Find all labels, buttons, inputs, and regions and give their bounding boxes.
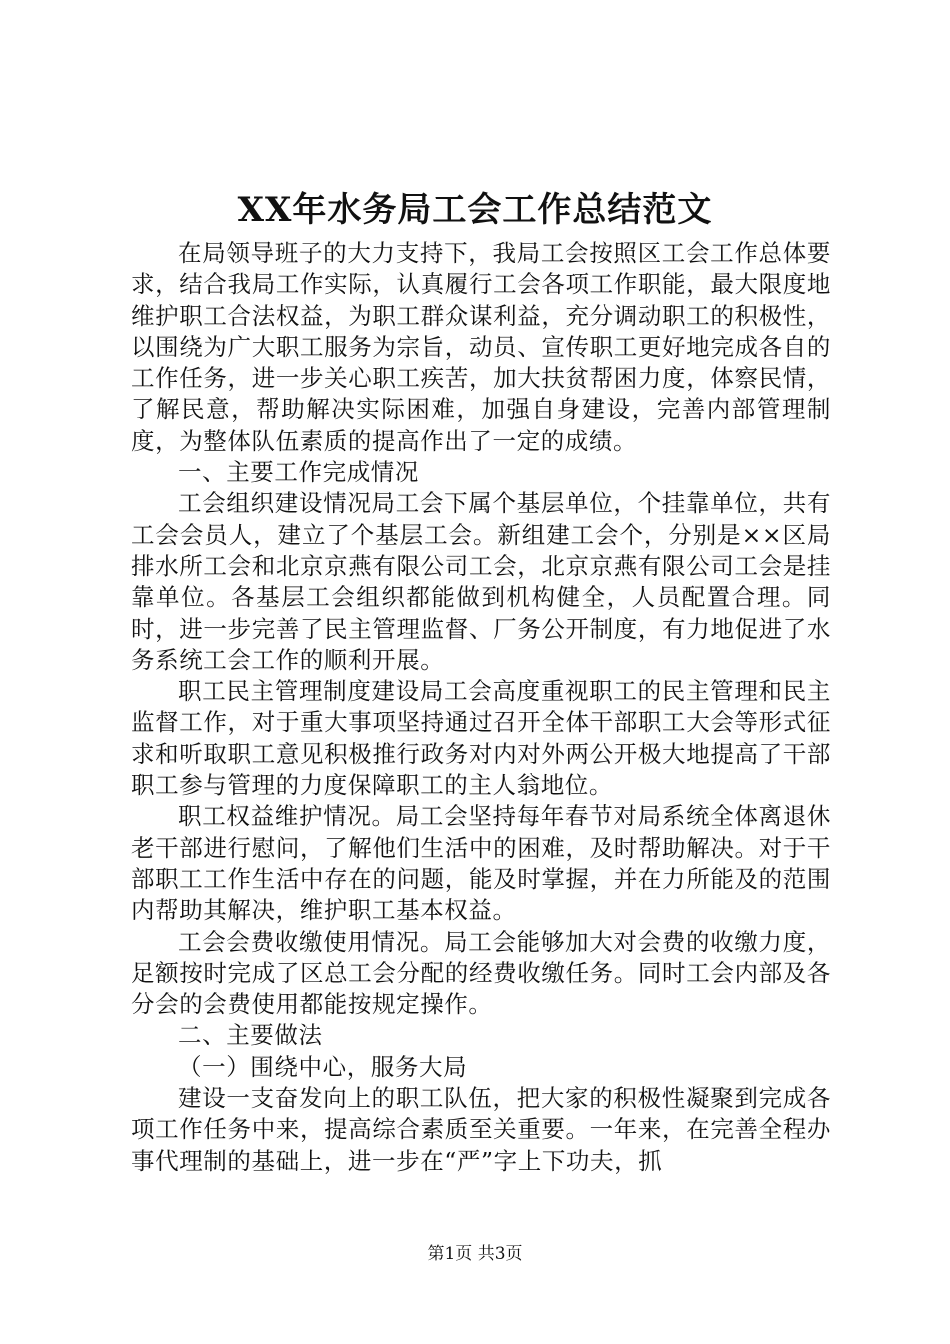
section-heading-2: 二、主要做法 (178, 1021, 323, 1050)
paragraph-organization: 工会组织建设情况局工会下属个基层单位，个挂靠单位，共有工会会员人，建立了个基层工会。新组建工会个，分别是××区局排水所工会和北京京燕有限公司工会，北京京燕有限公司工会是挂靠单位。各基层工会组织都能做到机构健全，人员配置合理。同时，进一步完善了民主管理监督、厂务公开制度，有力地促进了水务系统工会工作的顺利开展。 (131, 489, 831, 674)
paragraph-rights-protection: 职工权益维护情况。局工会坚持每年春节对局系统全体离退休老干部进行慰问，了解他们生活中的困难，及时帮助解决。对于干部职工工作生活中存在的问题，能及时掌握，并在力所能及的范围内帮助其解决，维护职工基本权益。 (131, 802, 831, 925)
document-body (131, 238, 831, 1177)
page-footer: 第1页 共3页 (427, 1244, 523, 1264)
document-title: XX年水务局工会工作总结范文 (237, 190, 713, 230)
paragraph-democratic-management: 职工民主管理制度建设局工会高度重视职工的民主管理和民主监督工作，对于重大事项坚持通过召开全体干部职工大会等形式征求和听取职工意见积极推行政务对内对外两公开极大地提高了干部职工参与管理的力度保障职工的主人翁地位。 (131, 677, 831, 800)
subsection-heading-1: （一）围绕中心，服务大局 (178, 1052, 468, 1081)
paragraph-team-building: 建设一支奋发向上的职工队伍，把大家的积极性凝聚到完成各项工作任务中来，提高综合素质至关重要。一年来，在完善全程办事代理制的基础上，进一步在“严”字上下功夫，抓 (131, 1084, 831, 1175)
section-heading-1: 一、主要工作完成情况 (178, 458, 419, 487)
paragraph-intro: 在局领导班子的大力支持下，我局工会按照区工会工作总体要求，结合我局工作实际，认真履行工会各项工作职能，最大限度地维护职工合法权益，为职工群众谋利益，充分调动职工的积极性，以围绕为广大职工服务为宗旨，动员、宣传职工更好地完成各自的工作任务，进一步关心职工疾苦，加大扶贫帮困力度，体察民情，了解民意，帮助解决实际困难，加强自身建设，完善内部管理制度，为整体队伍素质的提高作出了一定的成绩。 (131, 239, 831, 455)
paragraph-dues: 工会会费收缴使用情况。局工会能够加大对会费的收缴力度，足额按时完成了区总工会分配的经费收缴任务。同时工会内部及各分会的会费使用都能按规定操作。 (131, 927, 831, 1019)
